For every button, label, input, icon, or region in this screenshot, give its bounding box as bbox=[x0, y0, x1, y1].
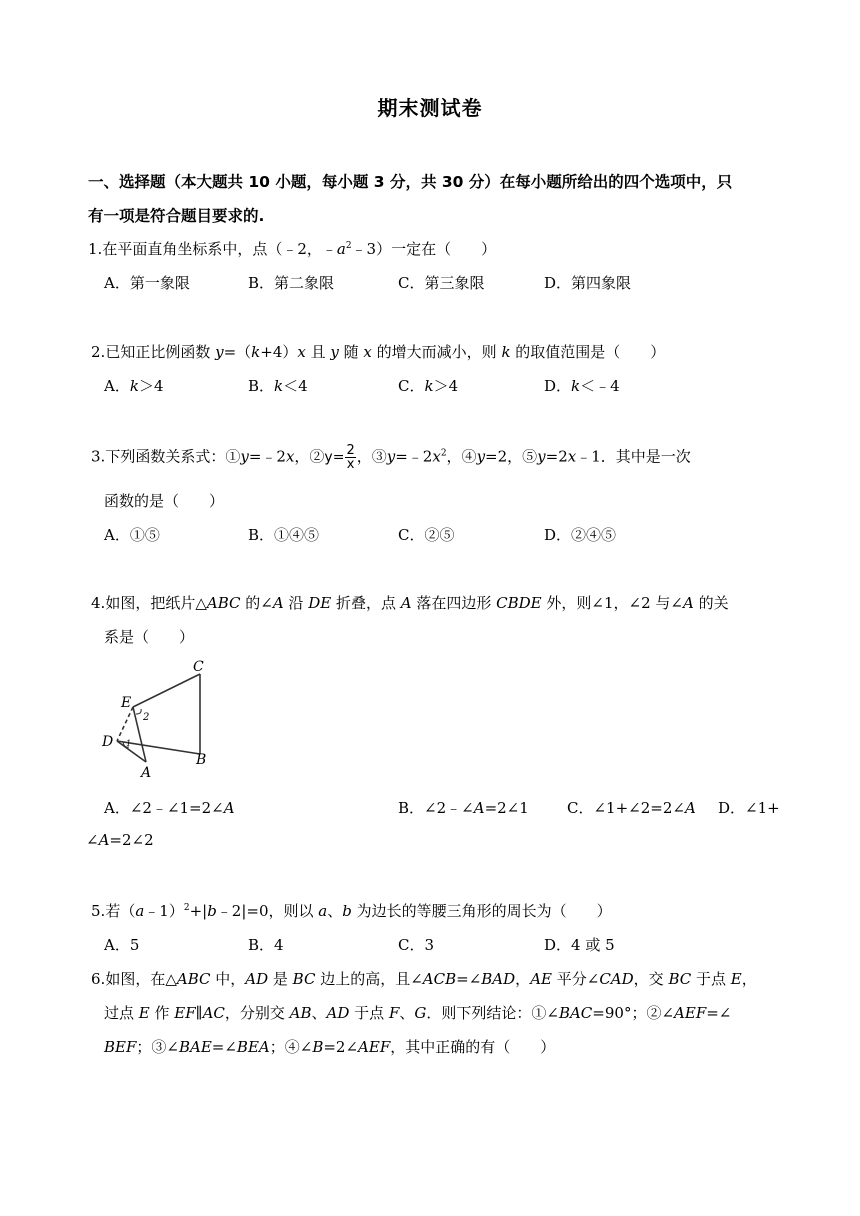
question-number: 1. bbox=[88, 240, 103, 258]
q5-option-a[interactable]: A．5 bbox=[104, 936, 140, 954]
q5-option-d[interactable]: D．4 或 5 bbox=[544, 936, 615, 954]
label-angle-1: 1 bbox=[126, 739, 132, 748]
q5-option-c[interactable]: C．3 bbox=[398, 936, 435, 954]
q2-option-d[interactable]: D．k＜﹣4 bbox=[544, 377, 620, 395]
q3-option-a[interactable]: A．①⑤ bbox=[104, 526, 160, 544]
triangle-fold-figure bbox=[96, 656, 226, 782]
label-e: E bbox=[121, 695, 132, 711]
q4-option-c[interactable]: C．∠1+∠2=2∠A bbox=[567, 799, 696, 817]
q4-option-d-continued[interactable]: ∠A=2∠2 bbox=[86, 831, 154, 849]
angle-2-arc bbox=[136, 709, 141, 714]
q1-option-c[interactable]: C．第三象限 bbox=[398, 274, 485, 292]
q4-option-d[interactable]: D．∠1+ bbox=[718, 799, 780, 817]
question-4-stem: 4.如图，把纸片△ABC 的∠A 沿 DE 折叠，点 A 落在四边形 CBDE 外，则∠1，∠2 与∠A 的关 bbox=[91, 594, 729, 612]
q1-option-d[interactable]: D．第四象限 bbox=[544, 274, 632, 292]
q1-option-a[interactable]: A．第一象限 bbox=[104, 274, 190, 292]
question-3-stem: 3.下列函数关系式：①y=﹣2x，②y= $\frac{2}{x}$ ，$③y=﹣2x^2$，④y=2，⑤y=2x﹣1．其中是一次 bbox=[91, 443, 691, 472]
q2-option-b[interactable]: B．k＜4 bbox=[248, 377, 308, 395]
q3-option-c[interactable]: C．②⑤ bbox=[398, 526, 455, 544]
q2-option-a[interactable]: A．k＞4 bbox=[104, 377, 164, 395]
label-angle-2: 2 bbox=[143, 712, 150, 723]
fold-line-de bbox=[117, 707, 133, 741]
q1-option-b[interactable]: B．第二象限 bbox=[248, 274, 335, 292]
question-4-stem-line2: 系是（ ） bbox=[104, 628, 195, 646]
question-5-stem: 5.若（a﹣1）$^2$+|b﹣2|=0，则以 a、b 为边长的等腰三角形的周长为（ ） bbox=[91, 902, 612, 920]
question-3-stem-line2: 函数的是（ ） bbox=[104, 492, 225, 510]
edge-ce bbox=[133, 674, 200, 707]
q5-option-b[interactable]: B．4 bbox=[248, 936, 284, 954]
page-title: 期末测试卷 bbox=[377, 96, 483, 120]
section-header-line2: 有一项是符合题目要求的. bbox=[88, 207, 265, 225]
label-c: C bbox=[193, 659, 204, 675]
question-1-stem: 1.在平面直角坐标系中，点（﹣2，$﹣a^2﹣3$）一定在（ ） bbox=[88, 240, 497, 258]
question-6-stem-line3: BEF；③∠BAE=∠BEA；④∠B=2∠AEF，其中正确的有（ ） bbox=[104, 1038, 556, 1056]
fraction: $\frac{2}{x}$ bbox=[346, 443, 355, 472]
q4-option-a[interactable]: A．∠2﹣∠1=2∠A bbox=[104, 799, 235, 817]
q4-option-b[interactable]: B．∠2﹣∠A=2∠1 bbox=[398, 799, 529, 817]
label-b: B bbox=[196, 752, 207, 768]
question-6-stem-line1: 6.如图，在△ABC 中，AD 是 BC 边上的高，且∠ACB=∠BAD，AE 平分∠CAD，交 BC 于点 E， bbox=[91, 970, 757, 988]
question-6-stem-line2: 过点 E 作 EF∥AC，分别交 AB、AD 于点 F、G．则下列结论：①∠BAC=90°；②∠AEF=∠ bbox=[104, 1004, 732, 1022]
question-2-stem: 2.已知正比例函数 y=（k+4）x 且 y 随 x 的增大而减小，则 k 的取值范围是（ ） bbox=[91, 343, 666, 361]
q3-option-b[interactable]: B．①④⑤ bbox=[248, 526, 320, 544]
section-header-line1: 一、选择题（本大题共 10 小题，每小题 3 分，共 30 分）在每小题所给出的四个选项中，只 bbox=[88, 173, 733, 191]
label-a: A bbox=[141, 765, 152, 781]
q2-option-c[interactable]: C．k＞4 bbox=[398, 377, 459, 395]
label-d: D bbox=[102, 734, 114, 750]
q3-option-d[interactable]: D．②④⑤ bbox=[544, 526, 617, 544]
